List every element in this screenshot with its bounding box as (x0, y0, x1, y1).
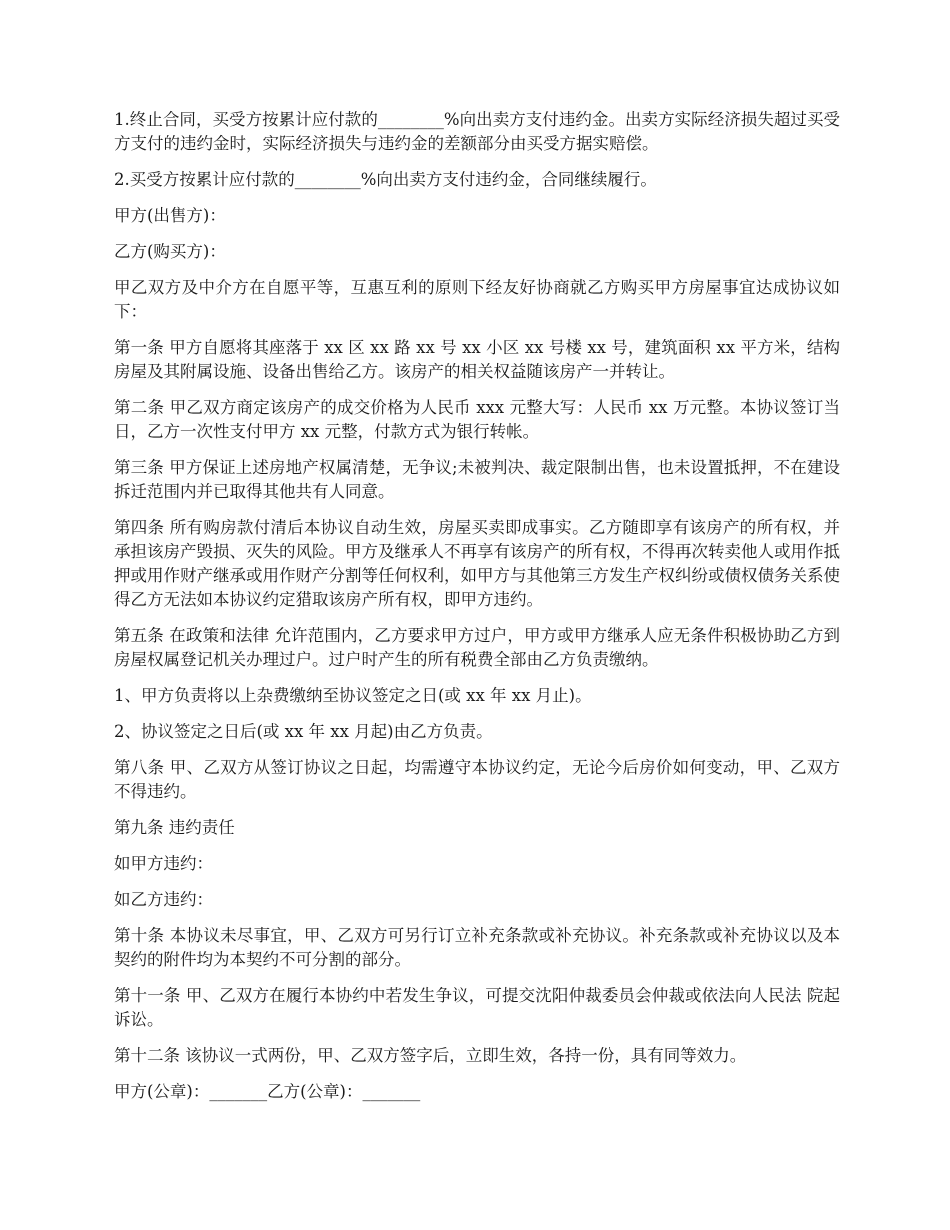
party-a-seller: 甲方(出售方)： (114, 206, 226, 225)
document-body (114, 108, 840, 1116)
party-b-buyer: 乙方(购买方)： (114, 242, 226, 261)
article-4: 第四条 所有购房款付清后本协议自动生效，房屋买卖即成事实。乙方随即享有该房产的所有权，并承担该房产毁损、灭失的风险。甲方及继承人不再享有该房产的所有权，不得再次转卖他人或用作抵押或用作财产继承或用作财产分割等任何权利，如甲方与其他第三方发生产权纠纷或债权债务关系使得乙方无法如本协议约定猎取该房产所有权，即甲方违约。 (114, 518, 840, 609)
article-2: 第二条 甲乙双方商定该房产的成交价格为人民币 xxx 元整大写：人民币 xx 万元整。本协议签订当日，乙方一次性支付甲方 xx 元整，付款方式为银行转帐。 (114, 398, 840, 441)
party-a-breach: 如甲方违约： (114, 854, 213, 873)
fees-item-2: 2、协议签定之日后(或 xx 年 xx 月起)由乙方负责。 (114, 722, 493, 741)
article-10: 第十条 本协议未尽事宜，甲、乙双方可另行订立补充条款或补充协议。补充条款或补充协议以及本契约的附件均为本契约不可分割的部分。 (114, 926, 840, 969)
article-8: 第八条 甲、乙双方从签订协议之日起，均需遵守本协议约定，无论今后房价如何变动，甲、乙双方不得违约。 (114, 758, 840, 801)
paragraph-preamble: 甲乙双方及中介方在自愿平等，互惠互利的原则下经友好协商就乙方购买甲方房屋事宜达成协议如下： (114, 278, 840, 321)
article-3: 第三条 甲方保证上述房地产权属清楚，无争议;未被判决、裁定限制出售，也未设置抵押，不在建设拆迁范围内并已取得其他共有人同意。 (114, 458, 840, 501)
paragraph-termination-penalty: 1.终止合同，买受方按累计应付款的________%向出卖方支付违约金。出卖方实际经济损失超过买受方支付的违约金时，实际经济损失与违约金的差额部分由买受方据实赔偿。 (114, 110, 840, 153)
party-b-breach: 如乙方违约： (114, 890, 213, 909)
article-12: 第十二条 该协议一式两份，甲、乙双方签字后，立即生效，各持一份，具有同等效力。 (114, 1046, 747, 1065)
signature-line: 甲方(公章)：_______乙方(公章)：_______ (114, 1082, 421, 1101)
article-1: 第一条 甲方自愿将其座落于 xx 区 xx 路 xx 号 xx 小区 xx 号楼 xx 号，建筑面积 xx 平方米，结构房屋及其附属设施、设备出售给乙方。该房产的相关权益随该房产一并转让。 (114, 338, 840, 381)
article-9-heading: 第九条 违约责任 (114, 818, 235, 837)
fees-item-1: 1、甲方负责将以上杂费缴纳至协议签定之日(或 xx 年 xx 月止)。 (114, 686, 592, 705)
article-5: 第五条 在政策和法律 允许范围内，乙方要求甲方过户，甲方或甲方继承人应无条件积极协助乙方到房屋权属登记机关办理过户。过户时产生的所有税费全部由乙方负责缴纳。 (114, 626, 840, 669)
article-11: 第十一条 甲、乙双方在履行本协约中若发生争议，可提交沈阳仲裁委员会仲裁或依法向人民法 院起诉讼。 (114, 986, 840, 1029)
paragraph-continue-penalty: 2.买受方按累计应付款的________%向出卖方支付违约金，合同继续履行。 (114, 170, 657, 189)
